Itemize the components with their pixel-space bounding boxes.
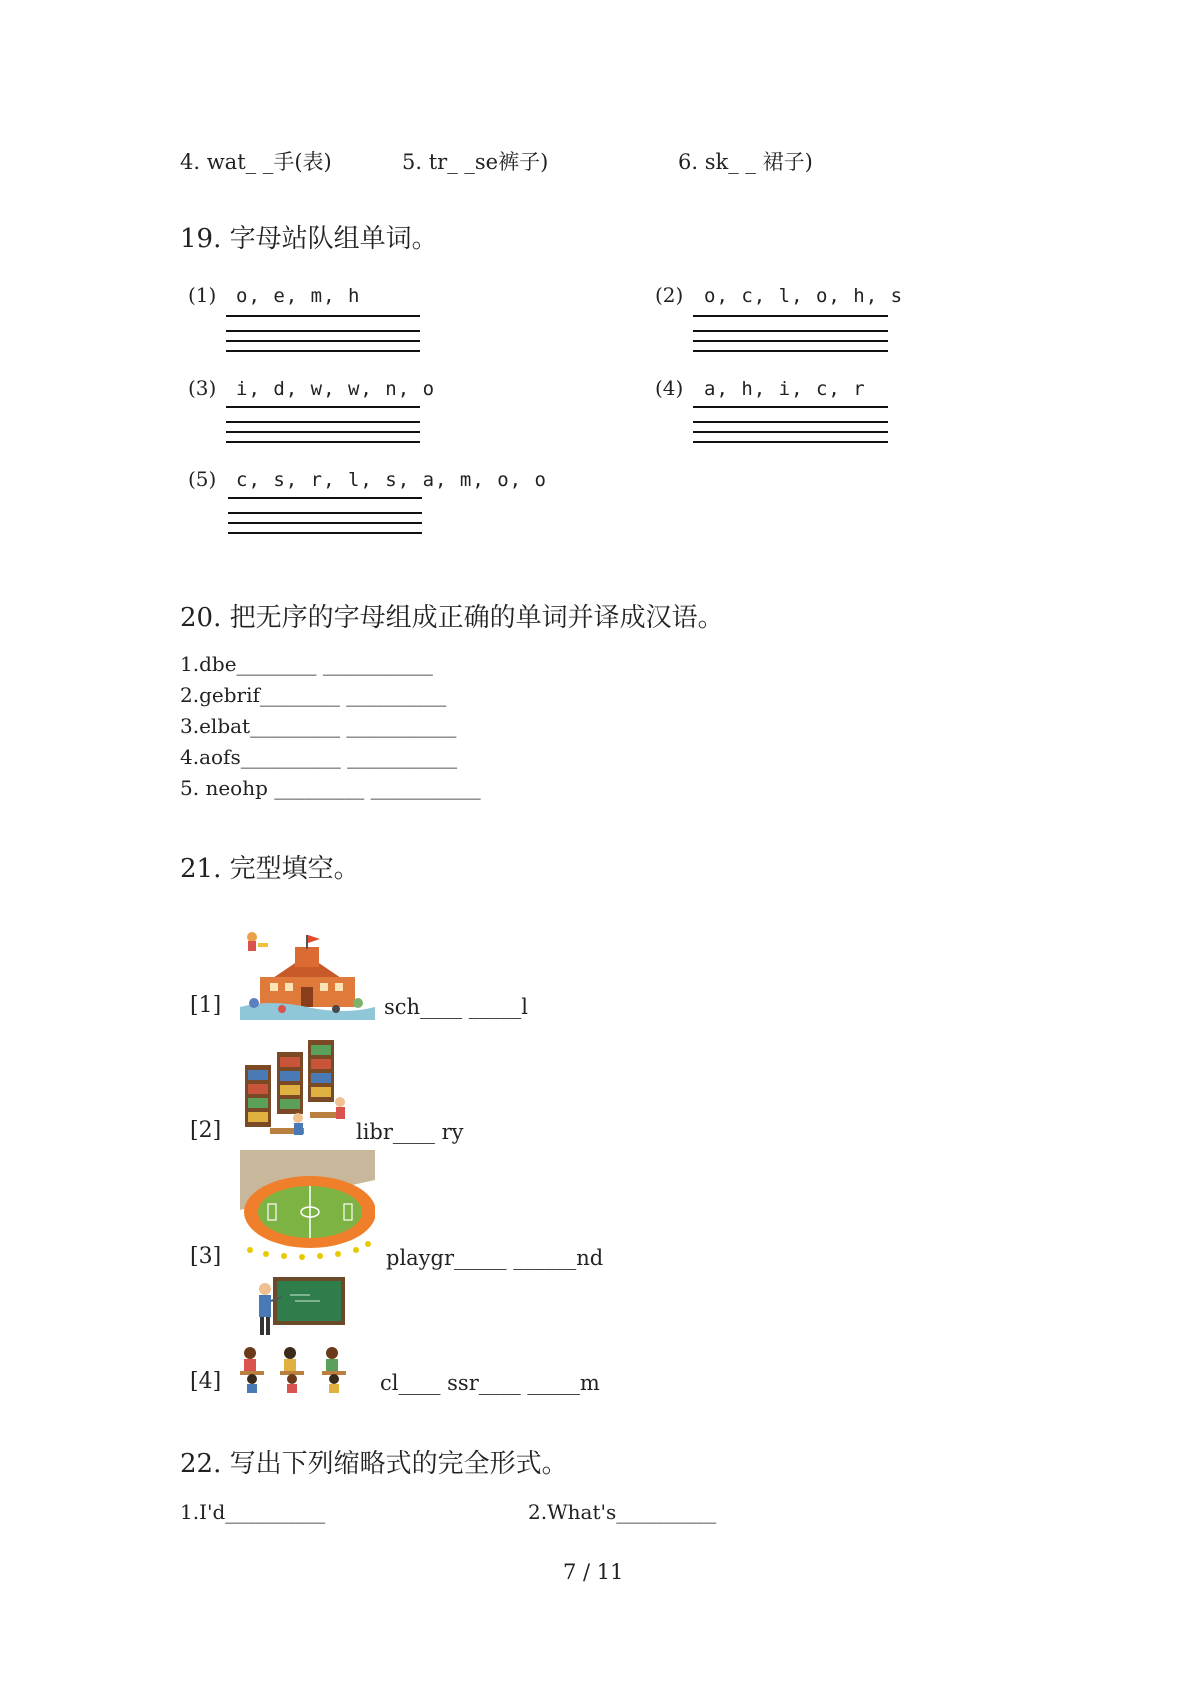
q22-item-2: 2.What's__________: [528, 1500, 717, 1524]
jumble-letters: c, s, r, l, s, a, m, o, o: [236, 469, 547, 491]
q21-label-2: [2]: [190, 1118, 222, 1143]
q18-item-4: 4. wat_ _手(表): [180, 150, 332, 174]
library-image: [240, 1030, 365, 1145]
jumble-label: (1): [188, 283, 217, 307]
q22-title: 22. 写出下列缩略式的完全形式。: [180, 1449, 568, 1479]
jumble-letters: a, h, i, c, r: [704, 378, 866, 400]
jumble-label: (5): [188, 467, 217, 491]
q21-label-4: [4]: [190, 1369, 222, 1394]
jumble-label: (3): [188, 376, 217, 400]
q20-line-3: 3.elbat_________ ___________: [180, 714, 457, 738]
school-image: [240, 925, 375, 1020]
jumble-label: (4): [655, 376, 684, 400]
q20-line-1: 1.dbe________ ___________: [180, 652, 433, 676]
jumble-letters: o, c, l, o, h, s: [704, 285, 904, 307]
q21-text-1: sch____ _____l: [384, 995, 528, 1019]
q21-label-3: [3]: [190, 1244, 222, 1269]
q21-text-2: libr____ ry: [356, 1120, 464, 1144]
jumble-letters: i, d, w, w, n, o: [236, 378, 436, 400]
jumble-label: (2): [655, 283, 684, 307]
q19-title: 19. 字母站队组单词。: [180, 224, 438, 254]
q21-title: 21. 完型填空。: [180, 854, 360, 884]
q20-line-2: 2.gebrif________ __________: [180, 683, 447, 707]
q22-item-1: 1.I'd__________: [180, 1500, 326, 1524]
q18-item-5: 5. tr_ _se裤子): [402, 150, 549, 174]
q21-label-1: [1]: [190, 993, 222, 1018]
classroom-image: [240, 1275, 360, 1393]
q20-title: 20. 把无序的字母组成正确的单词并译成汉语。: [180, 603, 724, 633]
q20-line-4: 4.aofs__________ ___________: [180, 745, 458, 769]
q18-item-6: 6. sk_ _ 裙子): [678, 150, 813, 174]
q21-text-4: cl____ ssr____ _____m: [380, 1371, 600, 1395]
page-number: 7 / 11: [563, 1560, 624, 1584]
q20-line-5: 5. neohp _________ ___________: [180, 776, 481, 800]
jumble-letters: o, e, m, h: [236, 285, 361, 307]
q21-text-3: playgr_____ ______nd: [386, 1246, 604, 1270]
playground-image: [240, 1150, 375, 1265]
